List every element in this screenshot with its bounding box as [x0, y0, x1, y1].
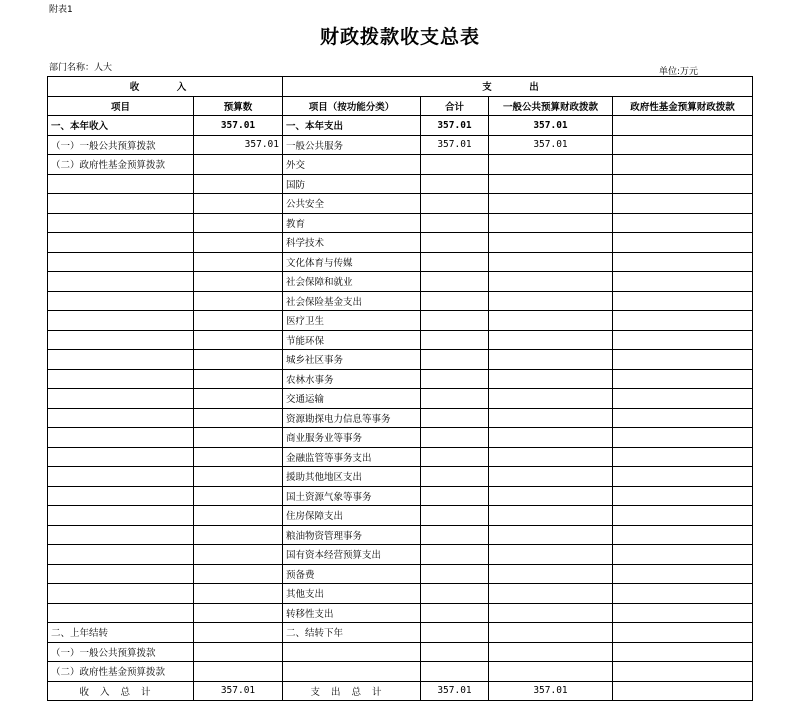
income-item-empty	[48, 584, 194, 604]
income-total-value: 357.01	[194, 681, 283, 701]
income-budget-empty	[194, 311, 283, 331]
table-row	[48, 584, 753, 604]
expense-general	[489, 389, 613, 409]
expense-general	[489, 174, 613, 194]
expense-total-value: 357.01	[421, 681, 489, 701]
expense-general	[489, 467, 613, 487]
carryover-fund: （二）政府性基金预算拨款	[48, 662, 194, 682]
expense-general	[489, 252, 613, 272]
income-budget-empty	[194, 252, 283, 272]
expense-item: 城乡社区事务	[283, 350, 421, 370]
expense-general: 357.01	[489, 116, 613, 136]
expense-general	[489, 350, 613, 370]
expense-total	[421, 369, 489, 389]
income-budget: 357.01	[194, 116, 283, 136]
table-row	[48, 486, 753, 506]
income-item-empty	[48, 564, 194, 584]
income-item-empty	[48, 272, 194, 292]
next-year-general	[489, 623, 613, 643]
expense-total: 357.01	[421, 116, 489, 136]
income-budget-empty	[194, 564, 283, 584]
income-item-empty	[48, 291, 194, 311]
income-item-empty	[48, 408, 194, 428]
expense-fund	[613, 350, 753, 370]
expense-item: 交通运输	[283, 389, 421, 409]
income-item-empty	[48, 174, 194, 194]
expense-section-header: 支 出	[283, 77, 753, 97]
expense-total	[421, 350, 489, 370]
expense-total	[421, 155, 489, 175]
table-row	[48, 272, 753, 292]
expense-fund	[613, 467, 753, 487]
expense-total	[421, 467, 489, 487]
empty-cell	[489, 662, 613, 682]
expense-item: 公共安全	[283, 194, 421, 214]
expense-item: 粮油物资管理事务	[283, 525, 421, 545]
income-item-empty	[48, 506, 194, 526]
income-item-empty	[48, 603, 194, 623]
expense-item: 文化体育与传媒	[283, 252, 421, 272]
income-budget-empty	[194, 545, 283, 565]
income-item-empty	[48, 194, 194, 214]
expense-fund	[613, 486, 753, 506]
income-budget-empty	[194, 213, 283, 233]
income-item-empty	[48, 486, 194, 506]
expense-general	[489, 272, 613, 292]
empty-cell	[613, 642, 753, 662]
expense-general: 357.01	[489, 135, 613, 155]
expense-fund	[613, 233, 753, 253]
expense-item: 一般公共服务	[283, 135, 421, 155]
income-budget-empty	[194, 525, 283, 545]
empty-cell	[613, 662, 753, 682]
empty-cell	[421, 642, 489, 662]
unit-label: 单位:万元	[659, 67, 699, 77]
department-name: 部门名称：人大	[49, 63, 113, 73]
table-row	[48, 642, 753, 662]
empty-cell	[283, 662, 421, 682]
expense-general	[489, 408, 613, 428]
income-item-empty	[48, 525, 194, 545]
income-total-label: 收入总计	[48, 681, 194, 701]
table-row	[48, 506, 753, 526]
expense-total	[421, 330, 489, 350]
expense-total	[421, 252, 489, 272]
expense-item: 科学技术	[283, 233, 421, 253]
income-budget-empty	[194, 428, 283, 448]
table-row	[48, 447, 753, 467]
expense-general	[489, 194, 613, 214]
income-budget-empty	[194, 350, 283, 370]
table-row	[48, 291, 753, 311]
income-item-empty	[48, 311, 194, 331]
expense-general	[489, 330, 613, 350]
income-budget-empty	[194, 389, 283, 409]
table-row	[48, 155, 753, 175]
expense-item: 外交	[283, 155, 421, 175]
expense-item: 商业服务业等事务	[283, 428, 421, 448]
expense-item: 住房保障支出	[283, 506, 421, 526]
col-header-fund: 政府性基金预算财政拨款	[613, 96, 753, 116]
income-budget-empty	[194, 194, 283, 214]
expense-general	[489, 155, 613, 175]
empty-cell	[194, 662, 283, 682]
income-item: （二）政府性基金预算拨款	[48, 155, 194, 175]
expense-general	[489, 291, 613, 311]
expense-general-total: 357.01	[489, 681, 613, 701]
table-row	[48, 467, 753, 487]
carryover-general: （一）一般公共预算拨款	[48, 642, 194, 662]
next-year-total	[421, 623, 489, 643]
expense-fund	[613, 116, 753, 136]
expense-total	[421, 584, 489, 604]
income-budget-empty	[194, 272, 283, 292]
col-header-total: 合计	[421, 96, 489, 116]
expense-total	[421, 447, 489, 467]
expense-total	[421, 525, 489, 545]
income-item-empty	[48, 330, 194, 350]
expense-total	[421, 603, 489, 623]
table-row	[48, 389, 753, 409]
expense-fund	[613, 545, 753, 565]
income-budget-empty	[194, 369, 283, 389]
expense-total	[421, 428, 489, 448]
empty-cell	[489, 642, 613, 662]
appendix-label: 附表1	[49, 5, 73, 15]
table-row	[48, 213, 753, 233]
expense-total	[421, 506, 489, 526]
expense-fund-total	[613, 681, 753, 701]
expense-fund	[613, 428, 753, 448]
income-item: 一、本年收入	[48, 116, 194, 136]
table-row	[48, 428, 753, 448]
expense-general	[489, 486, 613, 506]
expense-general	[489, 525, 613, 545]
income-item-empty	[48, 252, 194, 272]
table-row	[48, 603, 753, 623]
table-row	[48, 369, 753, 389]
income-budget-empty	[194, 506, 283, 526]
expense-fund	[613, 311, 753, 331]
empty-cell	[194, 642, 283, 662]
income-item-empty	[48, 447, 194, 467]
expense-total	[421, 545, 489, 565]
income-budget-empty	[194, 408, 283, 428]
table-row	[48, 408, 753, 428]
expense-total: 357.01	[421, 135, 489, 155]
expense-fund	[613, 369, 753, 389]
expense-general	[489, 447, 613, 467]
income-item-empty	[48, 389, 194, 409]
income-budget-empty	[194, 174, 283, 194]
expense-item: 国土资源气象等事务	[283, 486, 421, 506]
expense-fund	[613, 506, 753, 526]
fiscal-summary-table	[47, 76, 753, 701]
expense-total	[421, 194, 489, 214]
col-header-item: 项目	[48, 96, 194, 116]
table-row	[48, 233, 753, 253]
expense-general	[489, 311, 613, 331]
table-row	[48, 350, 753, 370]
income-budget: 357.01	[194, 135, 283, 155]
totals-row	[48, 681, 753, 701]
expense-total	[421, 311, 489, 331]
expense-total	[421, 174, 489, 194]
expense-fund	[613, 135, 753, 155]
income-item-empty	[48, 233, 194, 253]
expense-fund	[613, 603, 753, 623]
income-section-header: 收 入	[48, 77, 283, 97]
expense-general	[489, 369, 613, 389]
expense-total-label: 支出总计	[283, 681, 421, 701]
expense-fund	[613, 408, 753, 428]
expense-item: 社会保险基金支出	[283, 291, 421, 311]
next-year-carryover: 二、结转下年	[283, 623, 421, 643]
table-row	[48, 116, 753, 136]
expense-total	[421, 233, 489, 253]
expense-fund	[613, 252, 753, 272]
table-row	[48, 623, 753, 643]
expense-total	[421, 291, 489, 311]
expense-general	[489, 213, 613, 233]
table-row	[48, 194, 753, 214]
col-header-budget: 预算数	[194, 96, 283, 116]
expense-fund	[613, 330, 753, 350]
income-budget-empty	[194, 584, 283, 604]
expense-item: 其他支出	[283, 584, 421, 604]
income-item-empty	[48, 213, 194, 233]
income-item-empty	[48, 369, 194, 389]
income-budget-empty	[194, 486, 283, 506]
empty-cell	[421, 662, 489, 682]
expense-general	[489, 428, 613, 448]
prev-year-carryover: 二、上年结转	[48, 623, 194, 643]
next-year-fund	[613, 623, 753, 643]
expense-total	[421, 564, 489, 584]
expense-fund	[613, 584, 753, 604]
expense-fund	[613, 213, 753, 233]
expense-fund	[613, 564, 753, 584]
expense-total	[421, 213, 489, 233]
table-row	[48, 135, 753, 155]
table-row	[48, 311, 753, 331]
income-budget-empty	[194, 233, 283, 253]
col-header-func-item: 项目（按功能分类）	[283, 96, 421, 116]
expense-fund	[613, 272, 753, 292]
expense-item: 教育	[283, 213, 421, 233]
expense-item: 国有资本经营预算支出	[283, 545, 421, 565]
expense-fund	[613, 389, 753, 409]
expense-item: 国防	[283, 174, 421, 194]
expense-fund	[613, 525, 753, 545]
expense-general	[489, 545, 613, 565]
empty-cell	[283, 642, 421, 662]
expense-item: 援助其他地区支出	[283, 467, 421, 487]
expense-fund	[613, 194, 753, 214]
expense-item: 社会保障和就业	[283, 272, 421, 292]
expense-general	[489, 564, 613, 584]
expense-item: 转移性支出	[283, 603, 421, 623]
table-row	[48, 564, 753, 584]
expense-item: 医疗卫生	[283, 311, 421, 331]
income-item-empty	[48, 545, 194, 565]
expense-total	[421, 389, 489, 409]
income-item-empty	[48, 428, 194, 448]
table-row	[48, 252, 753, 272]
expense-item: 预备费	[283, 564, 421, 584]
expense-fund	[613, 447, 753, 467]
expense-fund	[613, 155, 753, 175]
income-budget-empty	[194, 603, 283, 623]
prev-year-carryover-value	[194, 623, 283, 643]
page-title: 财政拨款收支总表	[319, 26, 480, 48]
expense-item: 金融监管等事务支出	[283, 447, 421, 467]
expense-total	[421, 486, 489, 506]
income-budget-empty	[194, 447, 283, 467]
expense-fund	[613, 174, 753, 194]
col-header-general: 一般公共预算财政拨款	[489, 96, 613, 116]
expense-general	[489, 584, 613, 604]
expense-item: 农林水事务	[283, 369, 421, 389]
income-budget-empty	[194, 291, 283, 311]
expense-general	[489, 233, 613, 253]
income-budget	[194, 155, 283, 175]
expense-general	[489, 506, 613, 526]
table-row	[48, 174, 753, 194]
expense-total	[421, 272, 489, 292]
income-item-empty	[48, 350, 194, 370]
expense-general	[489, 603, 613, 623]
expense-item: 一、本年支出	[283, 116, 421, 136]
table-row	[48, 330, 753, 350]
income-budget-empty	[194, 330, 283, 350]
expense-fund	[613, 291, 753, 311]
table-row	[48, 545, 753, 565]
income-item: （一）一般公共预算拨款	[48, 135, 194, 155]
expense-item: 资源勘探电力信息等事务	[283, 408, 421, 428]
expense-total	[421, 408, 489, 428]
column-header-row	[48, 96, 753, 116]
expense-item: 节能环保	[283, 330, 421, 350]
section-header-row	[48, 77, 753, 97]
income-item-empty	[48, 467, 194, 487]
table-row	[48, 662, 753, 682]
table-row	[48, 525, 753, 545]
income-budget-empty	[194, 467, 283, 487]
